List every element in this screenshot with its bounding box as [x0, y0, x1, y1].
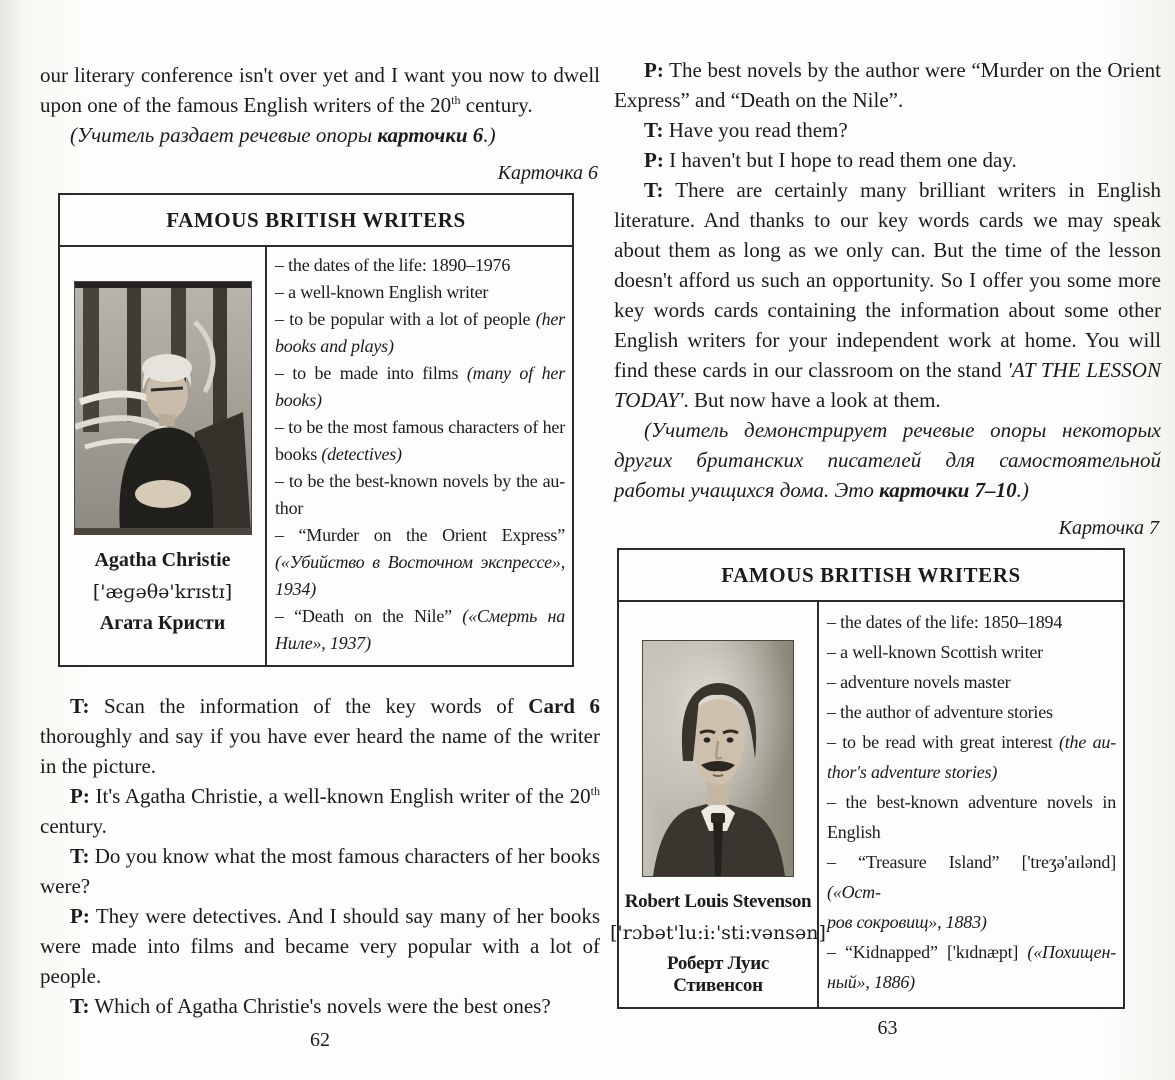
card-point-line — [275, 630, 565, 657]
text-run: («Убийство в Восточном экспрессе», — [275, 552, 565, 572]
text-run: – a well-known Scottish writer — [827, 642, 1043, 662]
text-run: – to be the most famous characters of her — [275, 417, 565, 437]
text-run: («Ост- — [827, 882, 881, 902]
text-run: – to be made into films — [275, 363, 467, 383]
text-run: (many of her — [466, 363, 565, 383]
text-run: ров сокровищ», 1883) — [827, 912, 987, 932]
text-run: books and plays) — [275, 336, 394, 356]
card-point-line — [827, 637, 1116, 667]
card-point-line — [827, 607, 1116, 637]
text-run: books — [275, 444, 322, 464]
page-number-right: 63 — [877, 1017, 898, 1039]
text-run: century. — [460, 93, 533, 117]
card-point-line — [275, 279, 565, 306]
dialogue-line — [40, 691, 600, 781]
robert-louis-stevenson-photo — [642, 640, 794, 877]
card-point-line — [275, 549, 565, 576]
teacher-note — [614, 415, 1161, 505]
card-point-line — [275, 360, 565, 387]
text-run: (Учитель раздает речевые опоры — [70, 123, 378, 147]
text-run: («Смерть на — [462, 606, 565, 626]
card-point-line — [275, 468, 565, 495]
text-run: century. — [40, 814, 107, 838]
card7-body — [610, 602, 1123, 1007]
text-run: – the dates of the life: 1890–1976 — [275, 255, 511, 275]
text-run: our literary conference isn't over yet and I want you now to dwell upon one of the famous English writers of the 20 — [40, 63, 600, 117]
agatha-christie-portrait-art — [75, 282, 251, 534]
writer-phonetic: ['æɡəθə'krɪstɪ] — [92, 581, 233, 603]
card7-table — [610, 548, 1125, 1009]
text-run: ный», 1886) — [827, 972, 915, 992]
text-run: (detectives) — [321, 444, 402, 464]
text-run: – the author of adventure stories — [827, 702, 1053, 722]
card-point-line — [827, 727, 1116, 757]
card6-points — [267, 247, 572, 665]
text-run: – a well-known English writer — [275, 282, 489, 302]
writer-name-russian: Роберт Луис Стивенсон — [667, 953, 769, 996]
text-run: Which of Agatha Christie's novels were the best ones? — [89, 994, 551, 1018]
card-point-line — [275, 252, 565, 279]
agatha-christie-photo — [74, 281, 252, 535]
text-run: The best novels by the author were “Murder on the Orient Express” and “Death on the Nile”. — [614, 58, 1161, 112]
card-point-line — [275, 387, 565, 414]
text-run: – to be read with great interest — [827, 732, 1059, 752]
text-run: . But now have a look at them. — [683, 388, 941, 412]
card6-label: Карточка 6 — [497, 162, 598, 184]
card-point-line — [275, 522, 565, 549]
card6-photo-cell — [60, 247, 267, 665]
card-point-line — [275, 576, 565, 603]
writer-name: Robert Louis Stevenson — [624, 891, 812, 912]
page-number-left: 62 — [310, 1029, 330, 1051]
card-point-line — [827, 697, 1116, 727]
text-run: («Похищен- — [1027, 942, 1116, 962]
text-run: T: — [70, 994, 90, 1018]
text-run: thoroughly and say if you have ever heard the name of the writer in the picture. — [40, 724, 600, 778]
card-point-line — [275, 333, 565, 360]
text-run: P: — [70, 904, 90, 928]
card7-label: Карточка 7 — [1058, 517, 1159, 539]
text-run: books) — [275, 390, 322, 410]
text-run: – “Treasure Island” ['treʒə'aɪlənd] — [827, 852, 1116, 872]
dialogue-left — [40, 691, 600, 1021]
text-run: – “Murder on the Orient Express” — [275, 525, 565, 545]
card-point-line — [827, 907, 1116, 937]
text-run: There are certainly many brilliant writers in English literature. And thanks to our key words cards we may speak about them as long as we only can. But the time of the lesson doesn't afford us such an opportunity. So I offer you some more key words cards containing the information about some other English writers for your independent work at home. You will find these cards in our classroom on the stand — [614, 178, 1161, 382]
text-run: T: — [644, 178, 664, 202]
dialogue-right — [614, 55, 1161, 415]
text-run: They were detectives. And I should say many of her books were made into films and became very popular with a lot of people. — [40, 904, 600, 988]
text-run: (the au- — [1058, 732, 1116, 752]
text-run: Scan the information of the key words of — [89, 694, 529, 718]
dialogue-line — [40, 781, 600, 841]
dialogue-line — [40, 991, 600, 1021]
intro-paragraph — [40, 60, 600, 120]
writer-name-russian: Агата Кристи — [99, 612, 226, 634]
text-run: I haven't but I hope to read them one day. — [663, 148, 1017, 172]
stevenson-portrait-art — [643, 641, 793, 876]
dialogue-line — [40, 901, 600, 991]
text-run: .) — [1016, 478, 1029, 502]
card6-body — [60, 247, 572, 665]
text-run: карточки 7–10 — [879, 478, 1017, 502]
page-63 — [610, 55, 1161, 1040]
text-run: Do you know what the most famous characters of her books were? — [40, 844, 600, 898]
card-point-line — [827, 967, 1116, 997]
text-run: .) — [483, 123, 496, 147]
card-point-line — [275, 495, 565, 522]
dialogue-line — [40, 841, 600, 901]
text-run: (Учитель демонстрирует речевые опоры некоторых других британских писателей для самостоятельной работы учащихся дома. Это — [614, 418, 1161, 502]
text-run: th — [590, 784, 600, 798]
card-point-line — [827, 757, 1116, 787]
card-point-line — [827, 937, 1116, 967]
card7-title: FAMOUS BRITISH WRITERS — [619, 550, 1123, 602]
text-run: – the best-known adventure novels in — [827, 792, 1116, 812]
card-point-line — [827, 667, 1116, 697]
text-run: P: — [70, 784, 90, 808]
text-run: – to be popular with a lot of people — [275, 309, 536, 329]
card6-table — [58, 193, 574, 667]
dialogue-line — [614, 55, 1161, 115]
card-point-line — [275, 603, 565, 630]
card6-title: FAMOUS BRITISH WRITERS — [60, 195, 572, 247]
dialogue-line — [614, 145, 1161, 175]
page-62 — [40, 60, 600, 1052]
teacher-note — [40, 120, 600, 150]
text-run: English — [827, 822, 881, 842]
card-point-line — [275, 441, 565, 468]
text-run: – to be the best-known novels by the au- — [275, 471, 565, 491]
text-run: карточки 6 — [377, 123, 484, 147]
text-run: P: — [644, 148, 664, 172]
text-run: T: — [70, 694, 90, 718]
text-run: It's Agatha Christie, a well-known English writer of the 20 — [89, 784, 591, 808]
card-point-line — [275, 414, 565, 441]
card-point-line — [275, 306, 565, 333]
dialogue-line — [614, 115, 1161, 145]
text-run: 'AT THE LESSON TODAY' — [614, 358, 1161, 412]
dialogue-line — [614, 175, 1161, 415]
text-run: – “Death on the Nile” — [275, 606, 463, 626]
text-run: 1934) — [275, 579, 316, 599]
text-run: thor's adventure stories) — [827, 762, 998, 782]
writer-name: Agatha Christie — [94, 549, 231, 571]
card-point-line — [827, 847, 1116, 907]
text-run: – the dates of the life: 1850–1894 — [827, 612, 1063, 632]
text-run: – adventure novels master — [827, 672, 1011, 692]
text-run: T: — [644, 118, 664, 142]
text-run: th — [451, 93, 461, 107]
card7-points — [819, 602, 1123, 1007]
text-run: – “Kidnapped” ['kɪdnæpt] — [827, 942, 1028, 962]
text-run: Have you read them? — [663, 118, 848, 142]
text-run: P: — [644, 58, 664, 82]
writer-phonetic: ['rɔbət'lu:i:'sti:vənsən] — [610, 922, 826, 944]
card-point-line — [827, 817, 1116, 847]
text-run: thor — [275, 498, 304, 518]
text-run: T: — [70, 844, 90, 868]
text-run: Ниле», 1937) — [275, 633, 371, 653]
card-point-line — [827, 787, 1116, 817]
card7-photo-cell — [610, 602, 826, 1007]
text-run: Card 6 — [528, 694, 600, 718]
text-run: (her — [535, 309, 565, 329]
